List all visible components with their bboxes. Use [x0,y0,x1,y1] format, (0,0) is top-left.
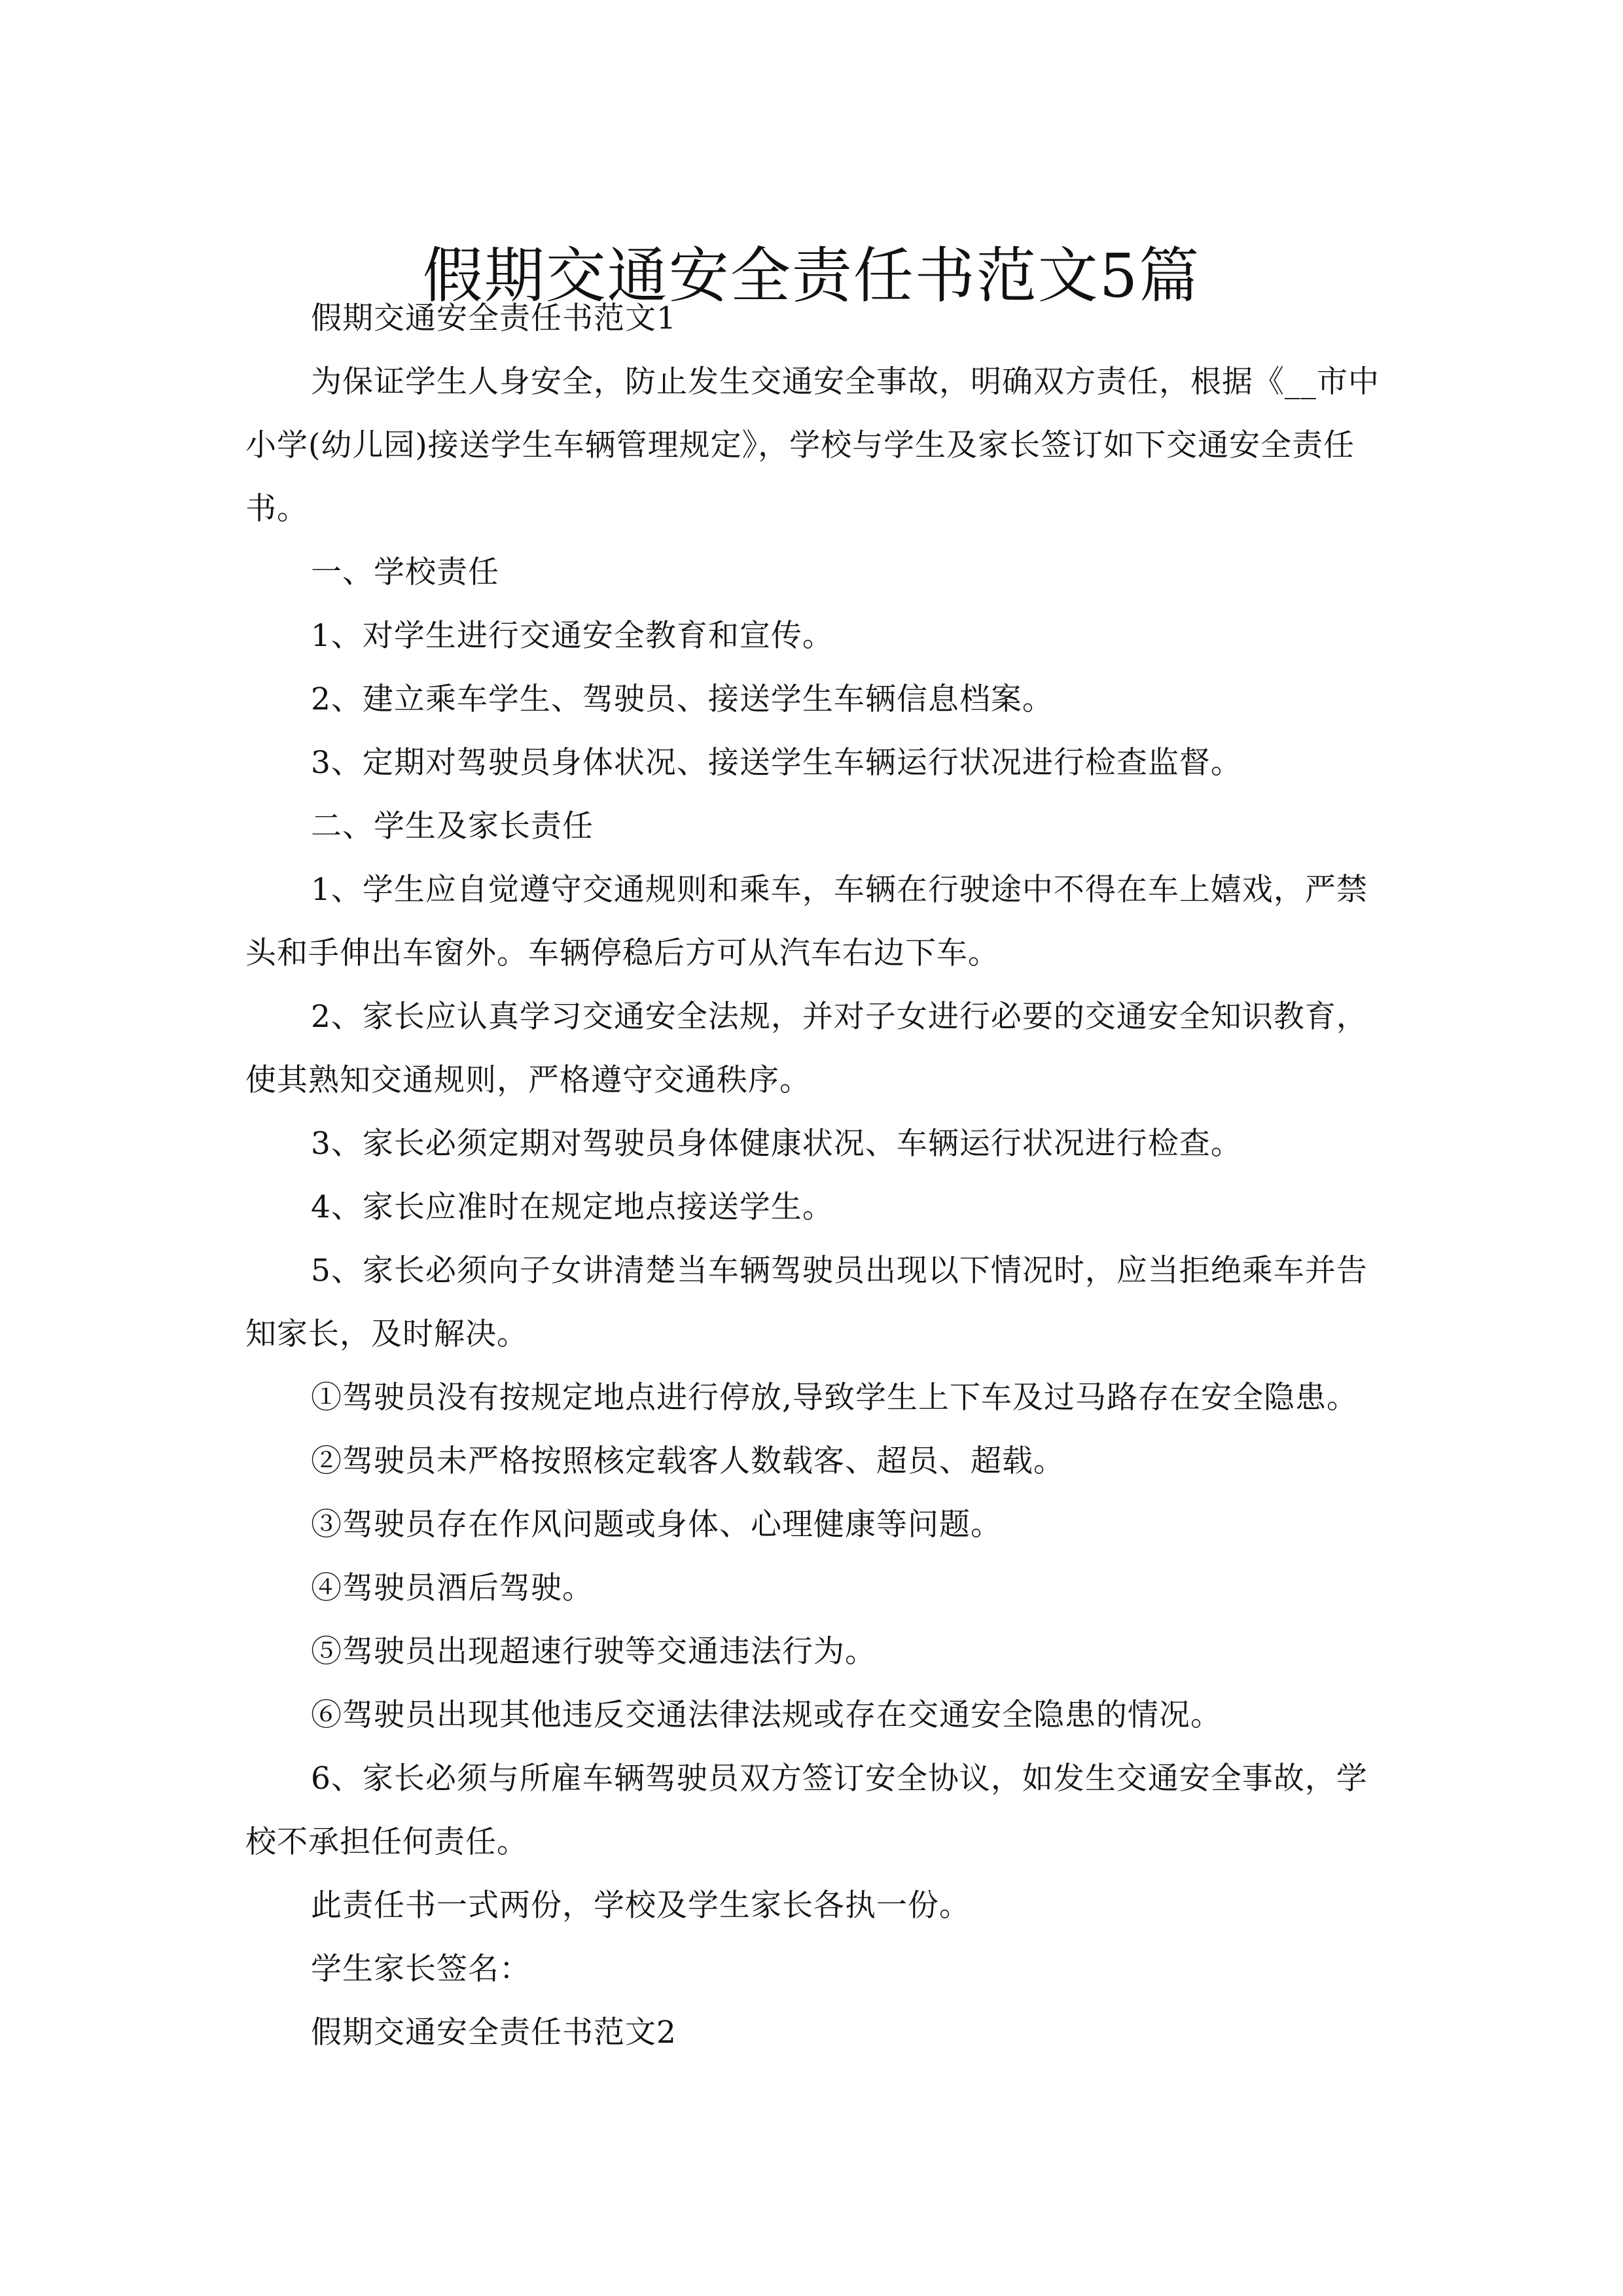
school-item-3: 3、定期对驾驶员身体状况、接送学生车辆运行状况进行检查监督。 [311,745,1242,781]
parent-item-5: 5、家长必须向子女讲清楚当车辆驾驶员出现以下情况时，应当拒绝乘车并告知家长，及时解决。 [245,1253,1368,1352]
school-item-2: 2、建立乘车学生、驾驶员、接送学生车辆信息档案。 [311,681,1054,717]
driver-condition-2: ②驾驶员未严格按照核定载客人数载客、超员、超载。 [311,1443,1065,1479]
parent-item-6: 6、家长必须与所雇车辆驾驶员双方签订安全协议，如发生交通安全事故，学校不承担任何责任。 [245,1761,1368,1860]
parent-item-4: 4、家长应准时在规定地点接送学生。 [311,1189,834,1225]
driver-condition-5: ⑤驾驶员出现超速行驶等交通违法行为。 [311,1634,876,1670]
document-title: 假期交通安全责任书范文5篇 [422,240,1201,311]
parent-item-1: 1、学生应自觉遵守交通规则和乘车，车辆在行驶途中不得在车上嬉戏，严禁头和手伸出车窗外。车辆停稳后方可从汽车右边下车。 [245,872,1368,971]
section-heading-2: 假期交通安全责任书范文2 [311,2015,677,2051]
driver-condition-3: ③驾驶员存在作风问题或身体、心理健康等问题。 [311,1507,1002,1543]
driver-condition-4: ④驾驶员酒后驾驶。 [311,1570,594,1606]
driver-condition-6: ⑥驾驶员出现其他违反交通法律法规或存在交通安全隐患的情况。 [311,1697,1222,1733]
copies-note: 此责任书一式两份，学校及学生家长各执一份。 [311,1888,971,1924]
section-heading-1: 假期交通安全责任书范文1 [311,300,677,336]
intro-paragraph: 为保证学生人身安全，防止发生交通安全事故，明确双方责任，根据《__市中小学(幼儿园)接送学生车辆管理规定》，学校与学生及家长签订如下交通安全责任书。 [245,364,1380,527]
driver-condition-1: ①驾驶员没有按规定地点进行停放,导致学生上下车及过马路存在安全隐患。 [311,1380,1358,1416]
document-body [245,287,1381,2064]
parent-signature-label: 学生家长签名： [311,1951,531,1987]
parent-item-3: 3、家长必须定期对驾驶员身体健康状况、车辆运行状况进行检查。 [311,1126,1242,1162]
heading-school-responsibility: 一、学校责任 [311,554,499,590]
parent-item-2: 2、家长应认真学习交通安全法规，并对子女进行必要的交通安全知识教育，使其熟知交通规则，严格遵守交通秩序。 [245,999,1368,1098]
school-item-1: 1、对学生进行交通安全教育和宣传。 [311,618,834,654]
heading-parent-responsibility: 二、学生及家长责任 [311,808,594,844]
